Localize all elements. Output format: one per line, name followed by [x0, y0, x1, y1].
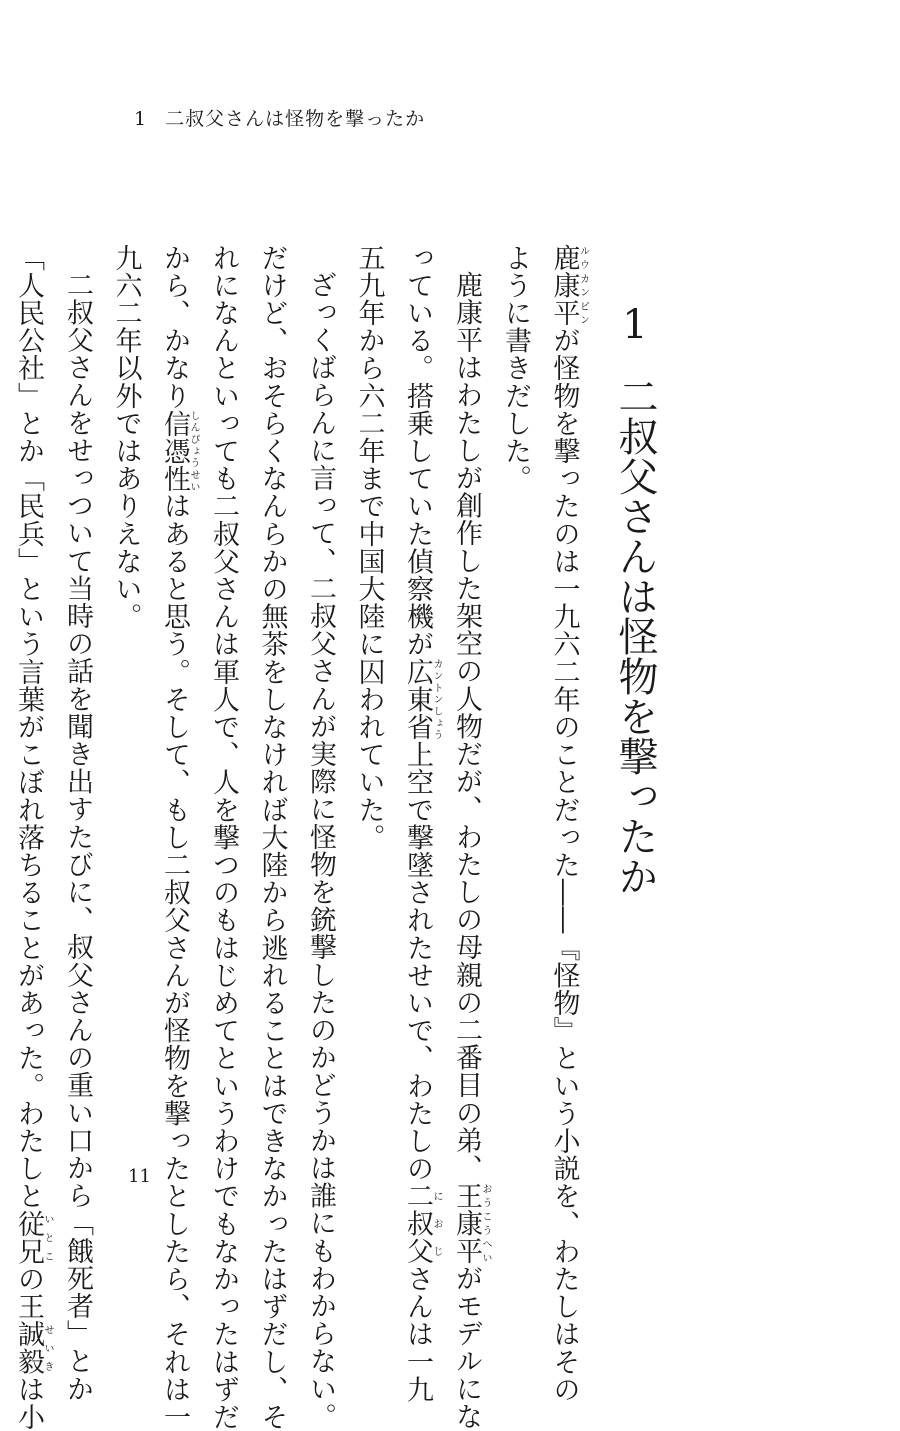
ruby-word: 従兄いとこ: [13, 1210, 53, 1266]
chapter-number: 1: [612, 302, 658, 348]
ruby-word: 広東省カントンしょう: [402, 658, 442, 741]
body-line: [0, 244, 4, 1124]
body-line: 五九年から六二年まで中国大陸に囚われていた。: [353, 244, 385, 852]
body-line: ざっくばらんに言って、二叔父さんが実際に怪物を銃撃したのかどうかは誰にもわからない。: [305, 271, 336, 1431]
body-line: れになんといっても二叔父さんは軍人で、人を撃つのもはじめてというわけでもなかったはずだ: [208, 244, 239, 1431]
ruby-reading: ルウカンピン: [577, 244, 589, 327]
ruby-reading: しんぴょうせい: [188, 409, 199, 493]
body-line: から、かなり信憑性しんぴょうせいはあると思う。そして、もし二叔父さんが怪物を撃ったとしたら、それは一: [159, 244, 199, 1431]
ruby-word: 鹿康平ルウカンピン: [548, 244, 589, 327]
ruby-word: 誠毅せいき: [13, 1320, 53, 1376]
page-number: 11: [128, 1166, 151, 1187]
running-header: [134, 104, 425, 131]
body-line: 鹿康平ルウカンピンが怪物を撃ったのは一九六二年のことだった――『怪物』という小説を、わたしはその: [548, 244, 589, 1404]
body-line: 二叔父さんをせっついて当時の話を聞き出すたびに、叔父さんの重い口から「餓死者」とか: [62, 271, 93, 1403]
body-line: 「人民公社」とか「民兵」という言葉がこぼれ落ちることがあった。わたしと従兄いとこの王誠毅せいきは小: [13, 244, 53, 1431]
ruby-reading: せいき: [42, 1320, 53, 1376]
body-line: ように書きだした。: [500, 244, 531, 493]
chapter-heading: [605, 302, 665, 896]
ruby-reading: おうこうへい: [480, 1181, 491, 1265]
body-line: っている。搭乗していた偵察機が広東省カントンしょう上空で撃墜されたせいで、わたしの二叔父におじさんは一九: [402, 244, 442, 1404]
ruby-reading: いとこ: [42, 1210, 53, 1266]
header-chapter-number: 1: [134, 108, 148, 130]
body-line: 九六二年以外ではありえない。: [110, 244, 142, 631]
chapter-title: 二叔父さんは怪物を撃ったか: [612, 376, 658, 896]
ruby-word: 信憑性しんぴょうせい: [159, 409, 199, 493]
ruby-reading: カントンしょう: [431, 658, 442, 741]
body-line: 鹿康平はわたしが創作した架空の人物だが、わたしの母親の二番目の弟、王康平おうこうへいがモデルにな: [451, 271, 491, 1431]
ruby-reading: におじ: [431, 1182, 442, 1266]
header-chapter-title: 二叔父さんは怪物を撃ったか: [165, 108, 426, 130]
body-line: だけど、おそらくなんらかの無茶をしなければ大陸から逃れることはできなかったはずだし、そ: [256, 244, 288, 1431]
ruby-word: 王康平おうこうへい: [451, 1181, 491, 1265]
ruby-word: 二叔父におじ: [402, 1182, 442, 1266]
